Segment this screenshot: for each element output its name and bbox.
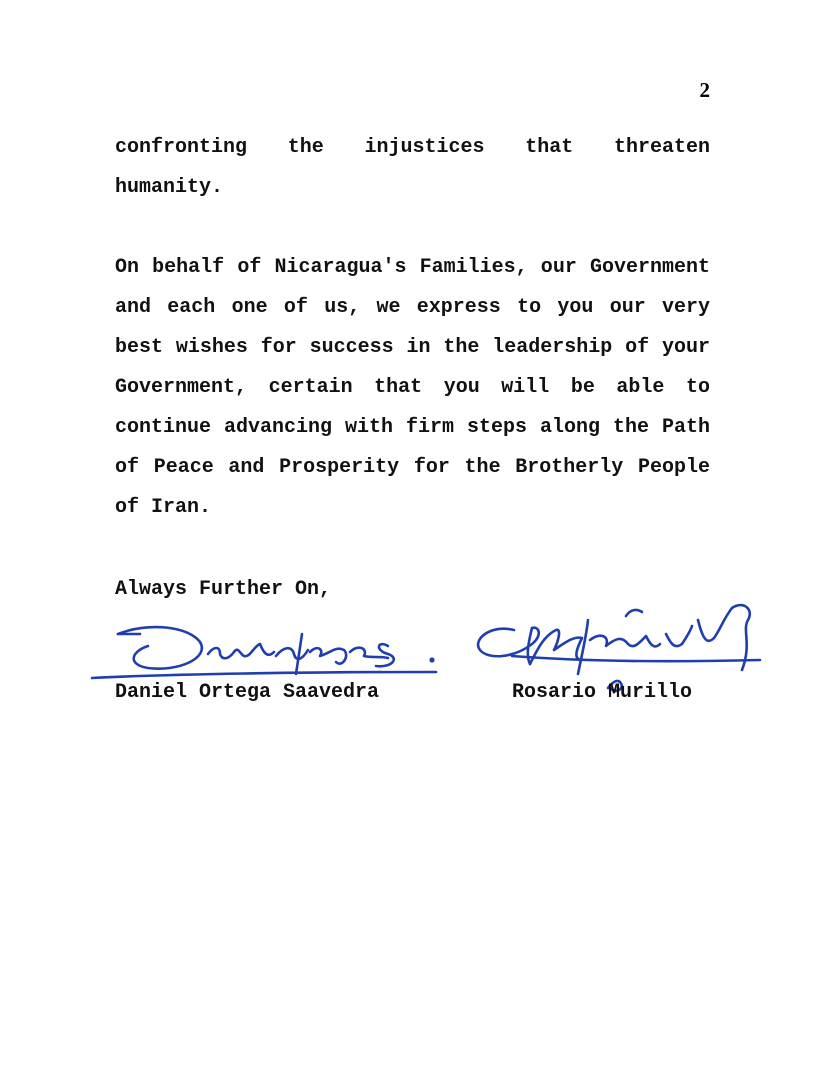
letter-body <box>115 128 710 528</box>
closing-line: Always Further On, <box>115 578 332 601</box>
paragraph-wishes: On behalf of Nicaragua's Families, our Government and each one of us, we express to you our very best wishes for success in the leadership of your Government, certain that you will be able to continue advancing with firm steps along the Path of Peace and Prosperity for the Brotherly People of Iran. <box>115 256 710 519</box>
page-number: 2 <box>699 78 710 102</box>
signatory-name-left: Daniel Ortega Saavedra <box>115 681 380 704</box>
paragraph-spacer <box>115 208 710 248</box>
signatory-name-right: Rosario Murillo <box>512 681 693 704</box>
paragraph-continuation: confronting the injustices that threaten humanity. <box>115 136 710 199</box>
